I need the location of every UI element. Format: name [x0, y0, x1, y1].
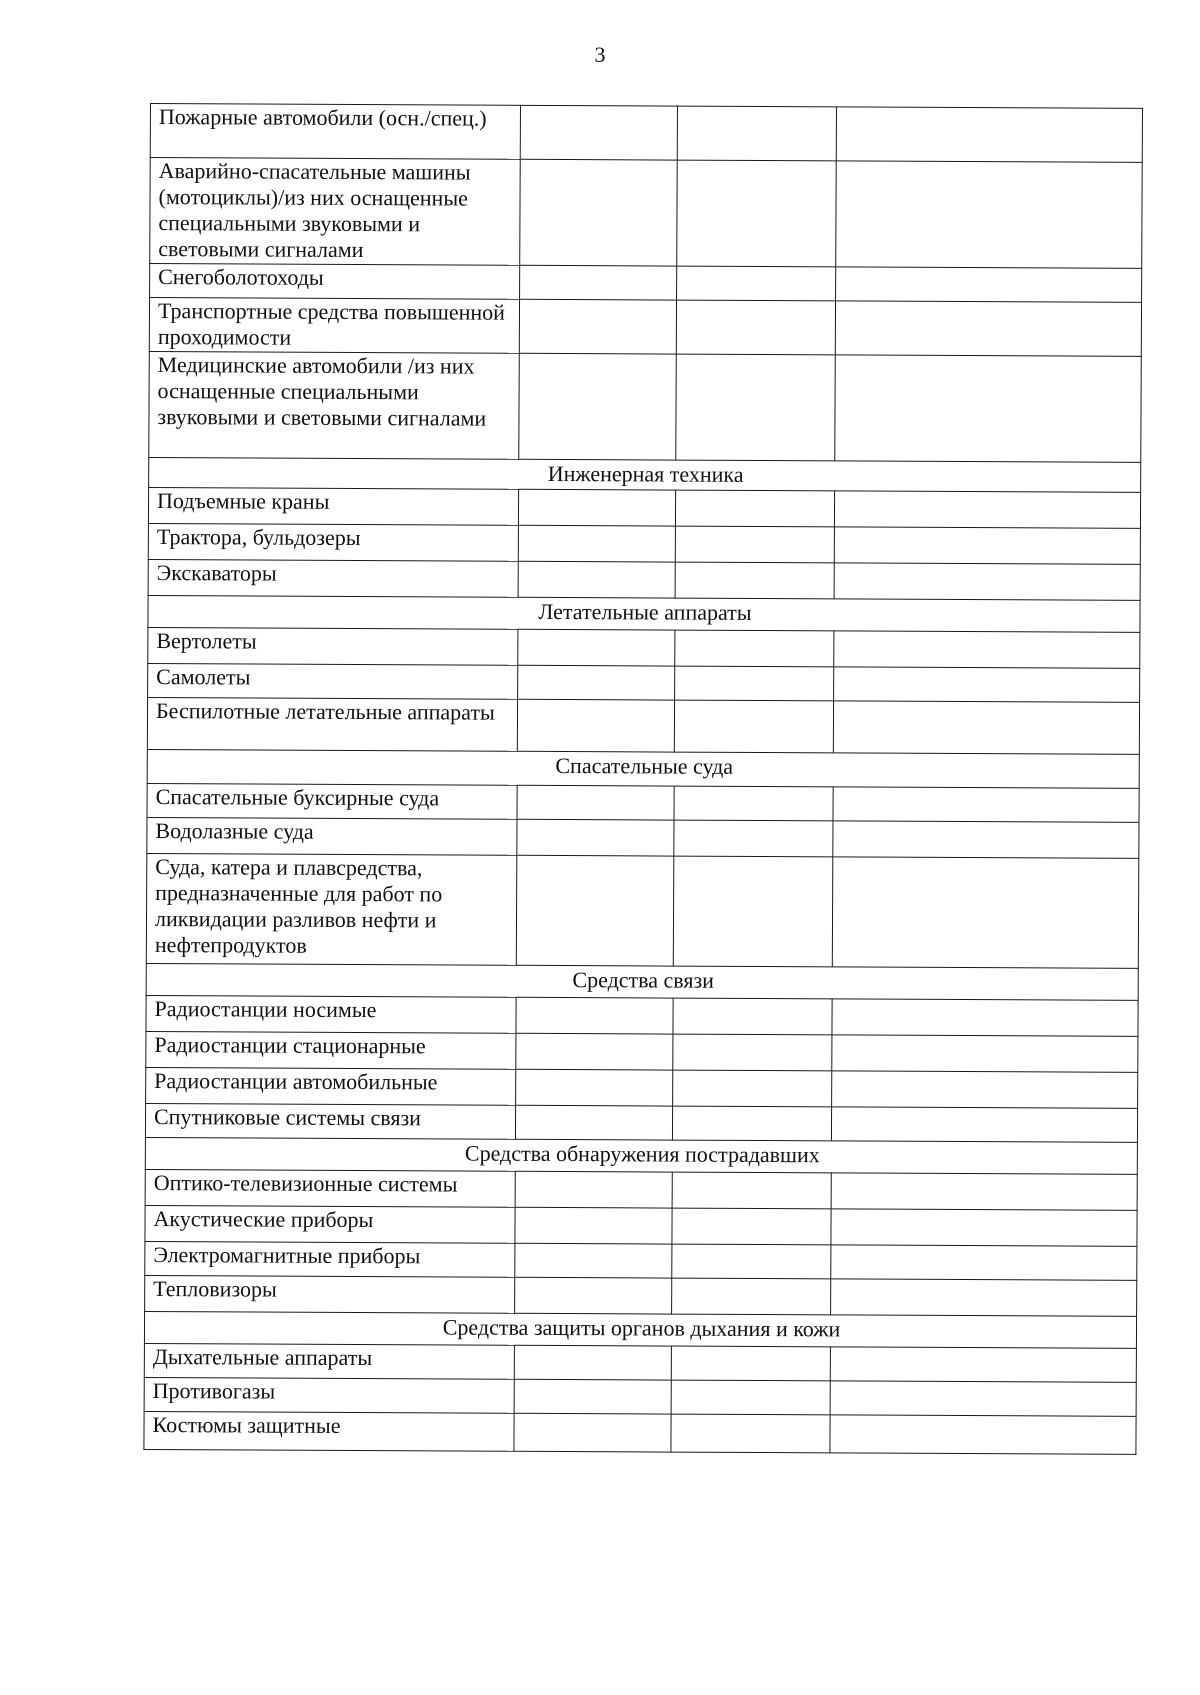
- table-row: [146, 1031, 1138, 1072]
- table-row: [149, 298, 1141, 357]
- page-number: 3: [594, 42, 606, 67]
- row-label: Пожарные автомобили (осн./спец.): [150, 104, 520, 160]
- table-cell[interactable]: [673, 998, 832, 1035]
- section-header: Средства обнаружения пострадавших: [145, 1137, 1137, 1174]
- table-cell[interactable]: [831, 1209, 1137, 1246]
- table-cell[interactable]: [674, 820, 833, 857]
- table-row: [148, 487, 1140, 528]
- table-cell[interactable]: [515, 1277, 672, 1314]
- row-label: Вертолеты: [148, 627, 518, 665]
- row-label: Радиостанции стационарные: [146, 1031, 516, 1069]
- table-cell[interactable]: [832, 857, 1139, 968]
- table-cell[interactable]: [674, 786, 833, 821]
- section-header: Спасательные суда: [147, 749, 1139, 788]
- table-cell[interactable]: [674, 700, 833, 753]
- row-label: Электромагнитные приборы: [145, 1241, 515, 1277]
- table-cell[interactable]: [518, 629, 675, 666]
- table-cell[interactable]: [517, 819, 674, 856]
- section-header: Средства связи: [146, 963, 1138, 1000]
- table-cell[interactable]: [835, 355, 1142, 462]
- table-cell[interactable]: [516, 1033, 673, 1070]
- table-cell[interactable]: [677, 160, 837, 267]
- table-cell[interactable]: [836, 107, 1142, 162]
- row-label: Снегоболотоходы: [150, 264, 520, 300]
- table-cell[interactable]: [519, 353, 677, 460]
- table-cell[interactable]: [673, 856, 833, 967]
- row-label: Беспилотные летательные аппараты: [147, 697, 517, 751]
- table-row: [147, 783, 1139, 822]
- section-row: [146, 963, 1138, 1000]
- table-cell[interactable]: [520, 105, 677, 160]
- row-label: Самолеты: [148, 663, 518, 699]
- table-cell[interactable]: [831, 1173, 1137, 1210]
- table-cell[interactable]: [833, 787, 1139, 822]
- table-cell[interactable]: [517, 699, 674, 752]
- table-cell[interactable]: [517, 785, 674, 820]
- section-row: [149, 457, 1141, 492]
- equipment-table-sheet: [143, 103, 1142, 1455]
- table-cell[interactable]: [834, 527, 1140, 564]
- table-cell[interactable]: [832, 1035, 1138, 1072]
- table-cell[interactable]: [671, 1380, 830, 1415]
- table-row: [146, 995, 1138, 1036]
- row-label: Подъемные краны: [148, 487, 518, 525]
- table-row: [146, 1067, 1138, 1108]
- table-cell[interactable]: [830, 1415, 1136, 1454]
- section-row: [147, 749, 1139, 788]
- table-cell[interactable]: [831, 1107, 1137, 1142]
- table-cell[interactable]: [831, 1245, 1137, 1280]
- row-label: Медицинские автомобили /из них оснащенные специальными звуковыми и световыми сигналами: [149, 351, 520, 459]
- table-cell[interactable]: [672, 1172, 831, 1209]
- row-label: Радиостанции носимые: [146, 995, 516, 1033]
- table-cell[interactable]: [518, 561, 675, 598]
- table-row: [144, 1377, 1136, 1416]
- table-cell[interactable]: [833, 701, 1139, 754]
- table-cell[interactable]: [515, 1105, 672, 1140]
- table-cell[interactable]: [515, 1171, 672, 1208]
- table-cell[interactable]: [677, 266, 836, 301]
- table-row: [145, 1241, 1137, 1280]
- table-cell[interactable]: [834, 667, 1140, 702]
- table-cell[interactable]: [520, 159, 678, 266]
- row-label: Спутниковые системы связи: [145, 1103, 515, 1139]
- section-row: [145, 1137, 1137, 1174]
- section-row: [148, 595, 1140, 632]
- table-cell[interactable]: [514, 1379, 671, 1414]
- table-cell[interactable]: [676, 300, 835, 355]
- table-cell[interactable]: [673, 1070, 832, 1107]
- table-row: [148, 523, 1140, 564]
- table-cell[interactable]: [515, 1207, 672, 1244]
- table-row: [146, 853, 1139, 968]
- table-cell[interactable]: [832, 999, 1138, 1036]
- table-cell[interactable]: [516, 855, 674, 966]
- row-label: Костюмы защитные: [144, 1411, 514, 1451]
- table-cell[interactable]: [515, 1243, 672, 1278]
- row-label: Акустические приборы: [145, 1205, 515, 1243]
- table-cell[interactable]: [516, 1069, 673, 1106]
- table-row: [147, 817, 1139, 858]
- table-cell[interactable]: [834, 563, 1140, 600]
- row-label: Оптико-телевизионные системы: [145, 1169, 515, 1207]
- table-cell[interactable]: [671, 1346, 830, 1381]
- table-cell[interactable]: [518, 525, 675, 562]
- row-label: Противогазы: [144, 1377, 514, 1413]
- table-cell[interactable]: [518, 489, 675, 526]
- section-row: [144, 1311, 1136, 1348]
- table-cell[interactable]: [835, 301, 1141, 356]
- table-row: [145, 1169, 1137, 1210]
- table-cell[interactable]: [518, 665, 675, 700]
- table-cell[interactable]: [834, 631, 1140, 668]
- table-cell[interactable]: [836, 161, 1143, 268]
- table-row: [150, 264, 1142, 303]
- table-cell[interactable]: [675, 526, 834, 563]
- table-row: [147, 697, 1139, 754]
- table-cell[interactable]: [836, 267, 1142, 302]
- table-body: [144, 104, 1143, 1455]
- section-header: Летательные аппараты: [148, 595, 1140, 632]
- table-cell[interactable]: [677, 106, 836, 161]
- table-cell[interactable]: [830, 1381, 1136, 1416]
- table-cell[interactable]: [675, 630, 834, 667]
- row-label: Экскаваторы: [148, 559, 518, 597]
- table-cell[interactable]: [514, 1413, 671, 1452]
- table-cell[interactable]: [520, 265, 677, 300]
- equipment-table: [143, 103, 1143, 1455]
- row-label: Водолазные суда: [147, 817, 517, 855]
- row-label: Трактора, бульдозеры: [148, 523, 518, 561]
- table-cell[interactable]: [675, 490, 834, 527]
- table-row: [149, 351, 1142, 462]
- table-cell[interactable]: [832, 1071, 1138, 1108]
- table-cell[interactable]: [519, 299, 676, 354]
- row-label: Спасательные буксирные суда: [147, 783, 517, 819]
- table-cell[interactable]: [834, 491, 1140, 528]
- table-cell[interactable]: [831, 1279, 1137, 1316]
- table-cell[interactable]: [673, 1034, 832, 1071]
- table-cell[interactable]: [516, 997, 673, 1034]
- table-row: [148, 627, 1140, 668]
- row-label: Радиостанции автомобильные: [146, 1067, 516, 1105]
- table-cell[interactable]: [514, 1345, 671, 1380]
- row-label: Дыхательные аппараты: [144, 1343, 514, 1379]
- section-header: Инженерная техника: [149, 457, 1141, 492]
- section-header: Средства защиты органов дыхания и кожи: [144, 1311, 1136, 1348]
- row-label: Суда, катера и плавсредства, предназначенные для работ по ликвидации разливов нефти и нефтепродуктов: [146, 853, 517, 965]
- table-row: [148, 559, 1140, 600]
- row-label: Транспортные средства повышенной проходимости: [149, 298, 519, 354]
- table-row: [144, 1411, 1136, 1454]
- table-cell[interactable]: [672, 1244, 831, 1279]
- table-row: [145, 1103, 1137, 1142]
- table-row: [150, 104, 1142, 163]
- table-cell[interactable]: [672, 1208, 831, 1245]
- table-cell[interactable]: [830, 1347, 1136, 1382]
- table-cell[interactable]: [675, 562, 834, 599]
- table-cell[interactable]: [833, 821, 1139, 858]
- row-label: Аварийно-спасательные машины (мотоциклы)/из них оснащенные специальными звуковыми и световыми сигналами: [150, 158, 521, 266]
- table-row: [150, 158, 1143, 269]
- table-cell[interactable]: [672, 1278, 831, 1315]
- row-label: Тепловизоры: [145, 1275, 515, 1313]
- table-cell[interactable]: [676, 354, 836, 461]
- table-row: [148, 663, 1140, 702]
- table-row: [145, 1275, 1137, 1316]
- table-cell[interactable]: [675, 666, 834, 701]
- table-cell[interactable]: [671, 1414, 830, 1453]
- table-cell[interactable]: [672, 1106, 831, 1141]
- table-row: [144, 1343, 1136, 1382]
- table-row: [145, 1205, 1137, 1246]
